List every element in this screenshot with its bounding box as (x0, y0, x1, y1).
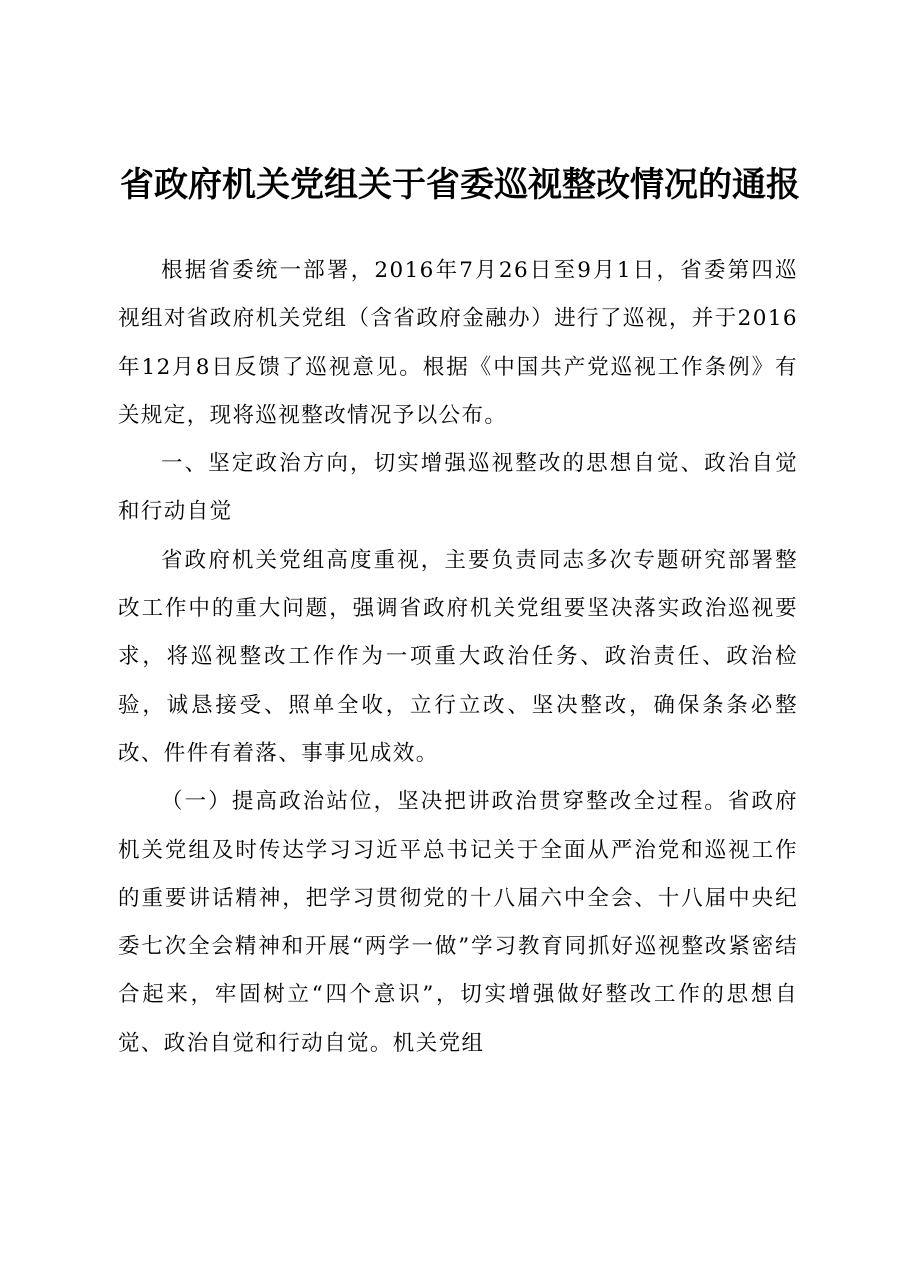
paragraph-intro: 根据省委统一部署，2016年7月26日至9月1日，省委第四巡视组对省政府机关党组（含省政府金融办）进行了巡视，并于2016年12月8日反馈了巡视意见。根据《中国共产党巡视工作条例》有关规定，现将巡视整改情况予以公布。 (118, 258, 798, 428)
section-heading-one: 一、坚定政治方向，切实增强巡视整改的思想自觉、政治自觉和行动自觉 (118, 451, 798, 525)
document-body (118, 247, 798, 1068)
document-title: 省政府机关党组关于省委巡视整改情况的通报 (120, 165, 800, 205)
paragraph-party-group: 省政府机关党组高度重视，主要负责同志多次专题研究部署整改工作中的重大问题，强调省政府机关党组要坚决落实政治巡视要求，将巡视整改工作作为一项重大政治任务、政治责任、政治检验，诚恳接受、照单全收，立行立改、坚决整改，确保条条必整改、件件有着落、事事见成效。 (118, 547, 798, 766)
paragraph-subsection-one: （一）提高政治站位，坚决把讲政治贯穿整改全过程。省政府机关党组及时传达学习习近平总书记关于全面从严治党和巡视工作的重要讲话精神，把学习贯彻党的十八届六中全会、十八届中央纪委七次全会精神和开展“两学一做”学习教育同抓好巡视整改紧密结合起来，牢固树立“四个意识”，切实增强做好整改工作的思想自觉、政治自觉和行动自觉。机关党组 (118, 789, 798, 1056)
